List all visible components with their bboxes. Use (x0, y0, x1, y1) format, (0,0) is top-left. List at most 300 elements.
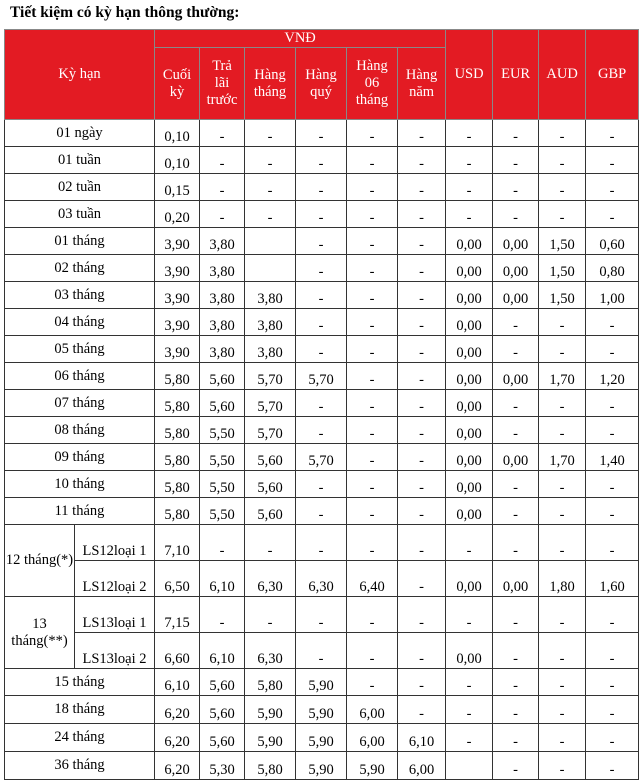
rate-cell: - (296, 147, 347, 174)
table-row (5, 633, 639, 669)
rate-cell: 0,10 (155, 147, 200, 174)
rate-cell: 3,80 (200, 309, 245, 336)
rate-cell: 0,00 (446, 444, 493, 471)
rate-cell: - (245, 201, 296, 228)
rate-cell: 3,90 (155, 282, 200, 309)
sub-term-label (75, 597, 155, 633)
rate-cell: 5,60 (200, 696, 245, 724)
rate-cell: - (296, 282, 347, 309)
rate-cell: 0,10 (155, 120, 200, 147)
table-row (5, 309, 639, 336)
rate-cell: - (539, 147, 586, 174)
rate-cell: - (398, 120, 446, 147)
rate-cell: 6,30 (296, 561, 347, 597)
table-row (5, 390, 639, 417)
rate-cell: 6,00 (398, 752, 446, 780)
rate-cell: 6,40 (347, 561, 398, 597)
rate-cell: - (539, 696, 586, 724)
rate-cell: 0,00 (493, 282, 539, 309)
rate-cell: - (398, 255, 446, 282)
sub-label-line: LS12 (82, 579, 114, 595)
rate-cell: 5,60 (245, 498, 296, 525)
rate-cell: 7,15 (155, 597, 200, 633)
rate-cell: 6,20 (155, 752, 200, 780)
rate-cell: - (493, 417, 539, 444)
rate-cell: 0,00 (446, 282, 493, 309)
group-term-label (5, 525, 75, 597)
header-line: tháng (355, 92, 389, 108)
term-label: 07 tháng (5, 390, 155, 417)
rate-cell: 0,00 (446, 255, 493, 282)
rate-cell: 5,90 (296, 724, 347, 752)
rate-cell: 0,00 (446, 417, 493, 444)
header-line: Hàng (305, 66, 337, 83)
rate-cell: 5,80 (155, 363, 200, 390)
rate-cell: - (539, 525, 586, 561)
rate-cell: 6,30 (245, 561, 296, 597)
rate-cell: - (539, 201, 586, 228)
rate-cell: 5,80 (155, 471, 200, 498)
table-row (5, 561, 639, 597)
header-line: trước (206, 92, 238, 108)
sub-label-line: loại 2 (113, 579, 147, 595)
rate-cell: 5,50 (200, 498, 245, 525)
rate-cell: 5,80 (245, 669, 296, 696)
rate-cell: - (539, 417, 586, 444)
rate-cell: 0,00 (446, 363, 493, 390)
rate-cell: 5,50 (200, 444, 245, 471)
rate-cell: - (539, 471, 586, 498)
group-label-line: 13 tháng (11, 615, 47, 649)
rate-cell: - (586, 309, 639, 336)
rate-cell: - (200, 525, 245, 561)
rate-cell: 0,00 (446, 309, 493, 336)
header-usd: USD (446, 30, 493, 120)
rate-cell: 5,60 (245, 444, 296, 471)
sub-label-line: LS13 (82, 651, 114, 667)
rate-cell: 3,80 (200, 282, 245, 309)
header-cuoi-ky (155, 48, 200, 120)
rate-cell: 5,60 (245, 471, 296, 498)
rate-cell: 5,70 (296, 363, 347, 390)
rate-cell: 0,20 (155, 201, 200, 228)
rate-cell: - (200, 147, 245, 174)
rate-cell: 5,60 (200, 724, 245, 752)
term-label: 01 ngày (5, 120, 155, 147)
term-label: 18 tháng (5, 696, 155, 724)
rate-cell: - (398, 363, 446, 390)
rate-cell: - (296, 120, 347, 147)
rate-cell: - (398, 282, 446, 309)
rate-cell: - (296, 471, 347, 498)
rate-cell: - (398, 336, 446, 363)
rate-cell: - (347, 336, 398, 363)
header-line: năm (409, 83, 435, 100)
rate-cell: 5,80 (155, 498, 200, 525)
group-label-line: (*) (56, 552, 74, 568)
rate-cell: 3,80 (200, 255, 245, 282)
rate-cell: 5,60 (200, 669, 245, 696)
rate-cell: - (398, 309, 446, 336)
group-label-line: 12 tháng (5, 552, 57, 568)
rate-cell: 3,90 (155, 255, 200, 282)
rate-cell: 5,90 (296, 669, 347, 696)
sub-label-line: loại 2 (113, 651, 147, 667)
term-label: 10 tháng (5, 471, 155, 498)
table-row (5, 669, 639, 696)
header-line: Hàng (356, 58, 388, 74)
rate-cell: 0,00 (493, 444, 539, 471)
table-row (5, 201, 639, 228)
group-label-line: (**) (43, 632, 68, 649)
rate-cell: - (347, 363, 398, 390)
rate-cell: - (347, 147, 398, 174)
rate-cell: 5,90 (245, 724, 296, 752)
rate-cell: - (493, 174, 539, 201)
group-term-label (5, 597, 75, 669)
rate-cell: 5,50 (200, 471, 245, 498)
rate-cell: 5,90 (296, 696, 347, 724)
rate-cell: - (446, 696, 493, 724)
rate-cell: - (347, 255, 398, 282)
rate-cell: - (200, 597, 245, 633)
rate-cell: 3,80 (200, 228, 245, 255)
rate-cell: - (586, 724, 639, 752)
rate-cell: - (586, 471, 639, 498)
rate-cell: 5,80 (245, 752, 296, 780)
table-row (5, 336, 639, 363)
rate-cell: - (347, 471, 398, 498)
rate-cell: - (296, 228, 347, 255)
rate-cell: 5,90 (245, 696, 296, 724)
rate-cell: - (446, 669, 493, 696)
rate-cell: 1,50 (539, 228, 586, 255)
table-row (5, 255, 639, 282)
rate-cell: - (493, 336, 539, 363)
rate-cell: - (586, 417, 639, 444)
term-label: 04 tháng (5, 309, 155, 336)
rate-cell: - (493, 390, 539, 417)
rate-cell: - (586, 390, 639, 417)
rate-cell: - (493, 147, 539, 174)
rate-cell: 5,60 (200, 363, 245, 390)
header-line: 06 (364, 75, 380, 91)
rate-cell: - (296, 390, 347, 417)
term-label: 03 tháng (5, 282, 155, 309)
rate-cell: 0,00 (446, 471, 493, 498)
rate-cell: 5,30 (200, 752, 245, 780)
rate-cell: - (586, 633, 639, 669)
header-vnd: VNĐ (155, 30, 446, 48)
rate-cell: - (398, 525, 446, 561)
rate-cell: - (245, 525, 296, 561)
header-line: Hàng (254, 66, 286, 83)
rate-cell: - (296, 309, 347, 336)
term-label: 01 tháng (5, 228, 155, 255)
rate-cell: - (398, 471, 446, 498)
sub-term-label (75, 561, 155, 597)
rate-cell: 5,50 (200, 417, 245, 444)
header-gbp: GBP (586, 30, 639, 120)
table-row (5, 696, 639, 724)
rate-cell: - (347, 228, 398, 255)
rate-cell: - (493, 597, 539, 633)
rate-cell: 5,90 (296, 752, 347, 780)
rate-cell: 1,00 (586, 282, 639, 309)
rate-cell: 6,00 (347, 724, 398, 752)
rate-cell: - (347, 282, 398, 309)
term-label: 06 tháng (5, 363, 155, 390)
rate-cell: - (586, 669, 639, 696)
rate-cell: - (398, 633, 446, 669)
rate-cell: - (539, 336, 586, 363)
rate-cell: - (493, 498, 539, 525)
rate-cell: - (398, 498, 446, 525)
rate-cell: - (493, 525, 539, 561)
rate-cell: 1,20 (586, 363, 639, 390)
rate-cell: - (296, 417, 347, 444)
rate-cell: - (539, 390, 586, 417)
term-label: 01 tuần (5, 147, 155, 174)
rate-cell: - (296, 174, 347, 201)
rate-cell: 1,80 (539, 561, 586, 597)
header-term: Kỳ hạn (5, 30, 155, 120)
rate-cell: - (539, 120, 586, 147)
header-hang-06-thang (347, 48, 398, 120)
rate-cell: - (398, 696, 446, 724)
rate-cell: - (446, 147, 493, 174)
rate-cell: - (296, 336, 347, 363)
rate-cell: - (493, 633, 539, 669)
term-label: 09 tháng (5, 444, 155, 471)
rate-cell: - (539, 752, 586, 780)
rate-cell: - (245, 120, 296, 147)
rate-cell: 5,80 (155, 444, 200, 471)
rate-cell: - (586, 752, 639, 780)
rate-cell: - (398, 390, 446, 417)
rate-cell: - (398, 147, 446, 174)
rate-cell: - (493, 669, 539, 696)
rate-cell: 1,60 (586, 561, 639, 597)
rate-cell: - (586, 120, 639, 147)
rate-cell: - (347, 309, 398, 336)
table-row (5, 282, 639, 309)
header-aud: AUD (539, 30, 586, 120)
rate-cell: 6,00 (347, 696, 398, 724)
rate-cell: - (539, 724, 586, 752)
header-line: kỳ (169, 83, 185, 100)
rate-cell: - (539, 597, 586, 633)
rate-cell: 1,70 (539, 363, 586, 390)
rate-cell: - (539, 174, 586, 201)
rate-cell: 6,10 (155, 669, 200, 696)
rate-cell: - (398, 669, 446, 696)
rate-cell: - (347, 444, 398, 471)
rate-cell: - (200, 201, 245, 228)
table-row (5, 724, 639, 752)
sub-label-line: LS13 (82, 615, 114, 631)
table-row (5, 498, 639, 525)
rate-cell (245, 255, 296, 282)
table-row (5, 417, 639, 444)
rate-cell: - (446, 724, 493, 752)
rate-cell: 6,10 (200, 633, 245, 669)
rate-cell: 1,40 (586, 444, 639, 471)
term-label: 03 tuần (5, 201, 155, 228)
rate-cell: - (539, 498, 586, 525)
rate-cell: 5,80 (155, 390, 200, 417)
rate-cell: 0,00 (446, 336, 493, 363)
rate-cell: 6,60 (155, 633, 200, 669)
sub-term-label (75, 633, 155, 669)
sub-label-line: loại 1 (113, 543, 147, 559)
rate-cell: 1,70 (539, 444, 586, 471)
rate-cell: - (245, 147, 296, 174)
term-label: 02 tuần (5, 174, 155, 201)
rate-cell: - (296, 525, 347, 561)
header-hang-quy (296, 48, 347, 120)
rate-cell: - (398, 561, 446, 597)
rate-cell: - (347, 390, 398, 417)
rate-cell: - (347, 633, 398, 669)
header-hang-nam (398, 48, 446, 120)
table-row (5, 174, 639, 201)
rate-cell: - (296, 498, 347, 525)
rate-cell: 5,70 (296, 444, 347, 471)
rate-cell: - (539, 309, 586, 336)
table-row (5, 120, 639, 147)
rate-cell: - (586, 201, 639, 228)
rate-cell: 1,50 (539, 282, 586, 309)
rate-cell: - (296, 597, 347, 633)
rate-cell: 5,80 (155, 417, 200, 444)
rate-cell: 0,00 (493, 255, 539, 282)
rate-cell: - (398, 228, 446, 255)
rate-cell: - (539, 669, 586, 696)
term-label: 02 tháng (5, 255, 155, 282)
rate-cell: - (200, 174, 245, 201)
rate-cell: 0,00 (493, 561, 539, 597)
rate-cell: 5,60 (200, 390, 245, 417)
rate-cell: 0,00 (446, 633, 493, 669)
rate-cell: - (347, 597, 398, 633)
table-row (5, 228, 639, 255)
rate-cell: 6,50 (155, 561, 200, 597)
rate-cell: - (347, 498, 398, 525)
rate-cell: - (493, 120, 539, 147)
table-row (5, 752, 639, 780)
rate-cell: - (398, 597, 446, 633)
term-label: 24 tháng (5, 724, 155, 752)
rate-cell: - (296, 201, 347, 228)
rate-cell: 3,90 (155, 309, 200, 336)
rate-cell: 0,00 (446, 228, 493, 255)
table-row (5, 147, 639, 174)
rate-cell: - (586, 696, 639, 724)
rate-cell: - (296, 255, 347, 282)
rate-cell: - (200, 120, 245, 147)
rate-cell: - (446, 120, 493, 147)
table-row (5, 525, 639, 561)
rate-cell: - (586, 597, 639, 633)
rate-cell: - (493, 696, 539, 724)
term-label: 36 tháng (5, 752, 155, 780)
header-eur: EUR (493, 30, 539, 120)
interest-rate-table (4, 29, 639, 780)
page-title: Tiết kiệm có kỳ hạn thông thường: (10, 4, 240, 21)
header-line: quý (310, 83, 332, 100)
rate-cell: 0,00 (446, 390, 493, 417)
rate-cell: - (398, 417, 446, 444)
table-row (5, 363, 639, 390)
rate-cell: - (586, 498, 639, 525)
rate-cell: - (347, 120, 398, 147)
header-line: Cuối (162, 66, 192, 83)
rate-cell: - (493, 309, 539, 336)
rate-cell: - (493, 201, 539, 228)
rate-cell: - (245, 597, 296, 633)
rate-cell: 0,00 (446, 498, 493, 525)
rate-cell: - (493, 724, 539, 752)
header-hang-thang (245, 48, 296, 120)
sub-label-line: loại 1 (113, 615, 147, 631)
rate-cell: 5,70 (245, 390, 296, 417)
rate-cell: - (586, 336, 639, 363)
rate-cell: - (586, 525, 639, 561)
header-line: Hàng (405, 66, 438, 83)
sub-label-line: LS12 (82, 543, 114, 559)
rate-cell: 0,60 (586, 228, 639, 255)
rate-cell: - (398, 444, 446, 471)
rate-cell: 6,20 (155, 696, 200, 724)
rate-cell: - (446, 174, 493, 201)
rate-cell: 1,50 (539, 255, 586, 282)
rate-cell: 0,80 (586, 255, 639, 282)
term-label: 05 tháng (5, 336, 155, 363)
rate-cell: 7,10 (155, 525, 200, 561)
table-row (5, 597, 639, 633)
header-line: tháng (253, 83, 287, 100)
header-line: Trả (212, 58, 232, 74)
rate-cell: - (586, 147, 639, 174)
rate-cell: - (446, 597, 493, 633)
rate-cell: 3,90 (155, 336, 200, 363)
rate-cell: - (296, 633, 347, 669)
rate-cell: - (398, 201, 446, 228)
rate-cell: - (493, 471, 539, 498)
table-row (5, 471, 639, 498)
rate-cell: - (347, 174, 398, 201)
rate-cell: 3,80 (245, 309, 296, 336)
rate-cell: - (245, 174, 296, 201)
sub-term-label (75, 525, 155, 561)
rate-cell: - (347, 669, 398, 696)
rate-cell: 0,00 (493, 228, 539, 255)
rate-cell (446, 752, 493, 780)
rate-cell: - (347, 417, 398, 444)
rate-cell: 6,20 (155, 724, 200, 752)
rate-cell: - (347, 201, 398, 228)
rate-cell: 5,90 (347, 752, 398, 780)
term-label: 15 tháng (5, 669, 155, 696)
rate-cell: - (586, 174, 639, 201)
header-tra-lai-truoc (200, 48, 245, 120)
rate-cell (245, 228, 296, 255)
term-label: 11 tháng (5, 498, 155, 525)
rate-cell: 5,70 (245, 417, 296, 444)
rate-cell: - (493, 752, 539, 780)
table-row (5, 444, 639, 471)
